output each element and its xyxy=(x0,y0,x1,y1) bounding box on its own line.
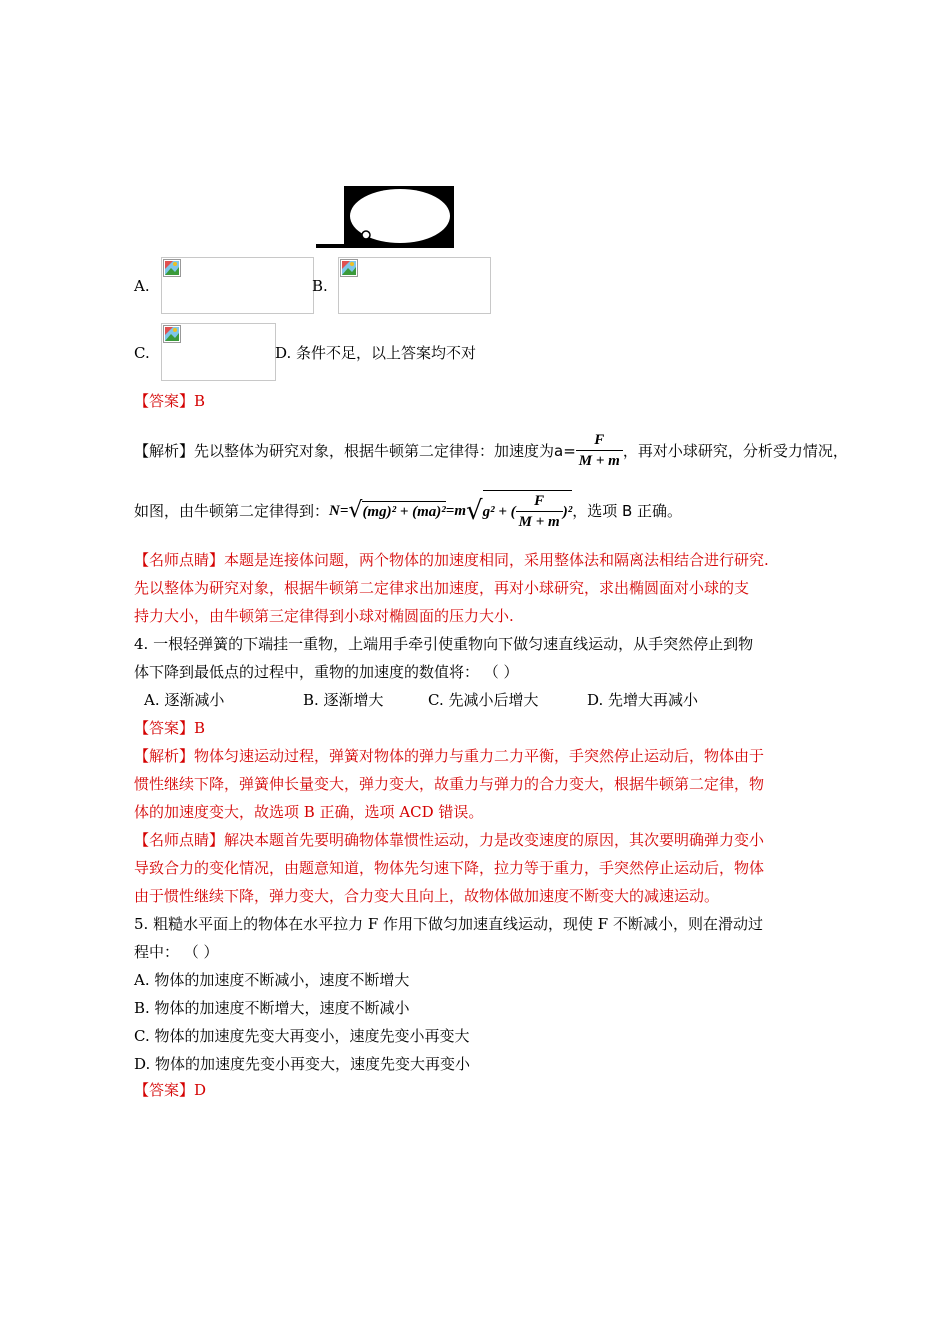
option-b-image xyxy=(338,257,491,314)
q3-line2-prefix: 如图，由牛顿第二定律得到： xyxy=(134,502,330,520)
q3-analysis-line1 xyxy=(134,430,848,471)
q5-option-a: A. 物体的加速度不断减小，速度不断增大 xyxy=(134,971,410,989)
n-equals: N= xyxy=(329,503,349,519)
q5-option-b: B. 物体的加速度不断增大，速度不断减小 xyxy=(134,999,410,1017)
q4-option-b: B. 逐渐增大 xyxy=(303,691,384,709)
q4-option-c: C. 先减小后增大 xyxy=(428,691,539,709)
option-b-label: B. xyxy=(312,277,328,295)
option-c-label: C. xyxy=(134,344,150,362)
q5-option-c: C. 物体的加速度先变大再变小，速度先变小再变大 xyxy=(134,1027,470,1045)
sqrt1-content: (mg)² + (ma)² xyxy=(362,501,445,522)
q4-analysis-line-1: 【解析】物体匀速运动过程，弹簧对物体的弹力与重力二力平衡，手突然停止运动后，物体由于 xyxy=(134,747,765,765)
q5-stem-line-1: 5. 粗糙水平面上的物体在水平拉力 F 作用下做匀加速直线运动，现使 F 不断减小，则在滑动过 xyxy=(134,915,763,933)
fraction-numerator: F xyxy=(576,430,623,451)
ellipse-block-figure xyxy=(316,184,454,252)
broken-image-icon xyxy=(340,259,358,277)
sqrt2-part-b: )² xyxy=(562,503,573,520)
q5-stem-line-2: 程中： （ ） xyxy=(134,943,219,961)
q4-tip-line-1: 【名师点睛】解决本题首先要明确物体靠惯性运动，力是改变速度的原因，其次要明确弹力变小 xyxy=(134,831,765,849)
q5-answer: 【答案】D xyxy=(134,1081,207,1099)
sqrt-sign-icon: √ xyxy=(466,496,483,526)
equals-m: =m xyxy=(445,503,467,519)
small-ball xyxy=(362,231,370,239)
q4-tip-line-3: 由于惯性继续下降，弹力变大，合力变大且向上，故物体做加速度不断变大的减速运动。 xyxy=(134,887,720,905)
q3-analysis-prefix: 【解析】先以整体为研究对象，根据牛顿第二定律得：加速度为 xyxy=(134,441,555,460)
q3-answer: 【答案】B xyxy=(134,392,206,410)
q4-stem-line-1: 4. 一根轻弹簧的下端挂一重物，上端用手牵引使重物向下做匀速直线运动，从手突然停止到物 xyxy=(134,635,754,653)
q4-answer: 【答案】B xyxy=(134,719,206,737)
q4-analysis-line-3: 体的加速度变大，故选项 B 正确，选项 ACD 错误。 xyxy=(134,803,484,821)
a-equals: a= xyxy=(554,441,576,460)
fraction-denominator: M + m xyxy=(518,514,560,530)
option-a-label: A. xyxy=(134,277,150,295)
broken-image-icon xyxy=(163,325,181,343)
sqrt2-group xyxy=(483,490,573,532)
fraction-denominator: M + m xyxy=(578,453,620,469)
q4-tip-line-2: 导致合力的变化情况，由题意知道，物体先匀速下降，拉力等于重力，手突然停止运动后，物体 xyxy=(134,859,765,877)
q4-option-a: A. 逐渐减小 xyxy=(144,691,225,709)
q3-tip-line-1: 【名师点睛】本题是连接体问题，两个物体的加速度相同，采用整体法和隔离法相结合进行研究. xyxy=(134,551,769,569)
sqrt-sign-icon: √ xyxy=(348,498,363,523)
q4-analysis-line-2: 惯性继续下降，弹簧伸长量变大，弹力变大，故重力与弹力的合力变大，根据牛顿第二定律，物 xyxy=(134,775,765,793)
q4-option-d: D. 先增大再减小 xyxy=(587,691,699,709)
option-c-image xyxy=(161,323,276,381)
q3-tip-line-2: 先以整体为研究对象，根据牛顿第二定律求出加速度，再对小球研究，求出椭圆面对小球的支 xyxy=(134,579,750,597)
q3-analysis-mid: ，再对小球研究，分析受力情况， xyxy=(622,441,848,460)
q5-option-d: D. 物体的加速度先变小再变大，速度先变大再变小 xyxy=(134,1055,471,1073)
option-a-image xyxy=(161,257,314,314)
sqrt2-part-a: g² + ( xyxy=(482,503,516,520)
q4-stem-line-2: 体下降到最低点的过程中，重物的加速度的数值将： （ ） xyxy=(134,663,519,681)
q3-tip-line-3: 持力大小，由牛顿第三定律得到小球对椭圆面的压力大小. xyxy=(134,607,514,625)
accel-fraction xyxy=(576,430,623,471)
fraction-numerator: F xyxy=(516,491,563,512)
q3-analysis-line2 xyxy=(134,490,682,532)
broken-image-icon xyxy=(163,259,181,277)
option-d-text: D. 条件不足，以上答案均不对 xyxy=(275,344,477,362)
sqrt2-fraction xyxy=(516,491,563,532)
q3-line2-suffix: ，选项 B 正确。 xyxy=(572,502,683,520)
